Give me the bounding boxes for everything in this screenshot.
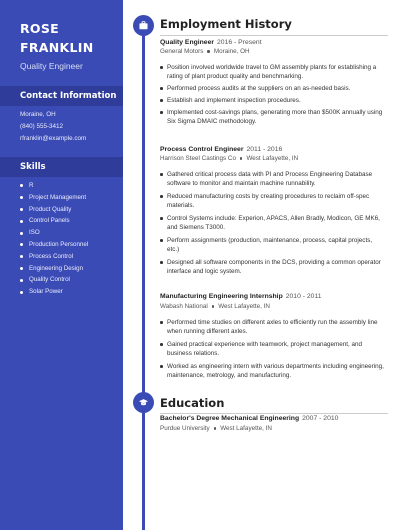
bullet-item: Performed process audits at the suppliers on an as-needed basis. xyxy=(160,84,384,93)
skill-item: Quality Control xyxy=(20,274,88,286)
job-heading xyxy=(160,293,322,300)
section-divider xyxy=(160,35,388,36)
job-location: West Lafayette, IN xyxy=(218,303,270,310)
contact-heading: Contact Information xyxy=(0,86,123,106)
sidebar xyxy=(0,0,123,530)
name-last: FRANKLIN xyxy=(20,40,94,55)
job-name: Process Control Engineer xyxy=(160,146,244,153)
job-name: Manufacturing Engineering Internship xyxy=(160,293,283,300)
skills-heading: Skills xyxy=(0,157,123,177)
job-location: West Lafayette, IN xyxy=(246,155,299,162)
bullet-item: Gathered critical process data with PI and Process Engineering Database software to monitor and maintain machine runnability. xyxy=(160,170,384,188)
bullet-item: Position involved worldwide travel to GM assembly plants for establishing a rating of plant product quality and benchmarking. xyxy=(160,63,384,81)
separator-dot xyxy=(212,305,215,308)
section-divider xyxy=(160,413,388,414)
education-dates: 2007 - 2010 xyxy=(302,415,339,422)
bullet-item: Control Systems include: Experion, APACS, Allen Bradly, Modicon, GE MK6, and Siemens T3000. xyxy=(160,214,384,232)
job-location: Moraine, OH xyxy=(213,48,250,55)
skill-item: Engineering Design xyxy=(20,263,88,275)
skill-item: Solar Power xyxy=(20,286,88,298)
job-meta xyxy=(160,155,298,162)
job-company: General Motors xyxy=(160,48,204,55)
job-name: Quality Engineer xyxy=(160,39,215,46)
job-heading xyxy=(160,39,262,46)
contact-email[interactable]: rfranklin@example.com xyxy=(20,135,87,142)
education-marker xyxy=(133,392,154,413)
job-bullets xyxy=(160,318,384,380)
skills-list xyxy=(20,180,88,298)
skill-item: Product Quality xyxy=(20,204,88,216)
bullet-item: Reduced manufacturing costs by creating procedures to reclaim off-spec materials. xyxy=(160,192,384,210)
job-heading xyxy=(160,146,282,153)
degree-name: Bachelor's Degree Mechanical Engineering xyxy=(160,415,300,422)
bullet-item: Establish and implement inspection procedures. xyxy=(160,96,384,105)
bullet-item: Implemented cost-savings plans, generating more than $500K annually using Six Sigma DMAIC methodology. xyxy=(160,108,384,126)
skill-item: Process Control xyxy=(20,251,88,263)
job-company: Harrison Steel Castings Co xyxy=(160,155,236,162)
bullet-item: Worked as engineering intern with various departments including engineering, maintenance, metrology, and manufacturing. xyxy=(160,362,384,380)
bullet-item: Designed all software components in the DCS, providing a common operator interface and logic system. xyxy=(160,258,384,276)
job-dates: 2011 - 2016 xyxy=(246,146,283,153)
contact-phone[interactable]: (840) 555-3412 xyxy=(20,123,64,130)
job-title: Quality Engineer xyxy=(20,61,83,71)
skill-item: R xyxy=(20,180,88,192)
job-dates: 2016 - Present xyxy=(217,39,262,46)
job-bullets xyxy=(160,170,384,276)
bullet-item: Performed time studies on different axles to efficiently run the assembly line when running different axles. xyxy=(160,318,384,336)
education-heading: Education xyxy=(160,396,225,410)
contact-location: Moraine, OH xyxy=(20,111,56,118)
separator-dot xyxy=(207,50,210,53)
bullet-item: Gained practical experience with teamwork, project management, and business relations. xyxy=(160,340,384,358)
skill-item: Production Personnel xyxy=(20,239,88,251)
timeline-line xyxy=(142,25,145,530)
separator-dot xyxy=(240,157,243,160)
job-meta xyxy=(160,303,270,310)
education-meta xyxy=(160,425,272,432)
job-company: Wabash National xyxy=(160,303,208,310)
graduation-cap-icon xyxy=(139,398,148,407)
school-name: Purdue University xyxy=(160,425,210,432)
skill-item: Project Management xyxy=(20,192,88,204)
skill-item: ISO xyxy=(20,227,88,239)
job-dates: 2010 - 2011 xyxy=(285,293,322,300)
degree-heading xyxy=(160,415,338,422)
name-first: ROSE xyxy=(20,21,59,36)
employment-heading: Employment History xyxy=(160,17,292,31)
separator-dot xyxy=(214,427,217,430)
candidate-name xyxy=(20,19,120,57)
job-bullets xyxy=(160,63,384,126)
school-location: West Lafayette, IN xyxy=(220,425,272,432)
skill-item: Control Panels xyxy=(20,215,88,227)
briefcase-icon xyxy=(139,21,148,30)
job-meta xyxy=(160,48,250,55)
bullet-item: Perform assignments (production, maintenance, process, capital projects, etc.) xyxy=(160,236,384,254)
employment-marker xyxy=(133,15,154,36)
